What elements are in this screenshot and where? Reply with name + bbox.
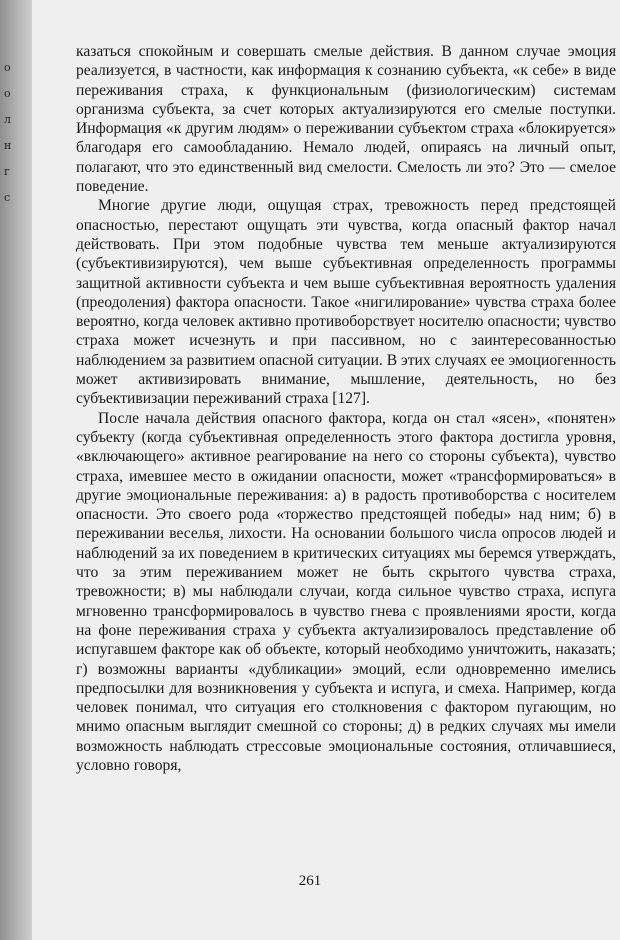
paragraph-3: После начала действия опасного фактора, когда он стал «ясен», «понятен» субъекту (когда субъективная определенность этого фактора достигла уровня, «включающего» активное реагирование на него со стороны субъекта), чувство страха, имевшее место в ожидании опасности, может «трансформироваться» в другие эмоциональные переживания: а) в радость противоборства с носителем опасности. Это своего рода «торжество предстоящей победы» над ним; б) в переживании веселья, лихости. На основании большого числа опросов людей и наблюдений за их поведением в критических ситуациях мы беремся утверждать, что за этим переживанием может не быть скрытого чувства страха, тревожности; в) мы наблюдали случаи, когда сильное чувство страха, испуга мгновенно трансформировалось в чувство гнева с проявлениями ярости, когда на фоне переживания страха у субъекта актуализировалось представление об испугавшем факторе как об объекте, который необходимо уничтожить, наказать; г) возможны варианты «дубликации» эмоций, если одновременно имелись предпосылки для возникновения у субъекта и испуга, и смеха. Например, когда человек понимал, что ситуация его столкновения с фактором пугающим, но мнимо опасным выглядит смешной со стороны; д) в редких случаях мы имели возможность наблюдать стрессовые эмоциональные состояния, отличавшиеся, условно говоря, xyxy=(76,409,616,774)
book-gutter xyxy=(0,0,32,940)
previous-page-margin-text xyxy=(4,55,16,211)
margin-letter: г xyxy=(4,165,10,178)
margin-letter: о xyxy=(4,61,11,74)
margin-letter: л xyxy=(4,113,11,126)
page-number: 261 xyxy=(298,873,322,889)
page-body xyxy=(76,42,616,775)
margin-letter: о xyxy=(4,87,11,100)
paragraph-1: казаться спокойным и совершать смелые действия. В данном случае эмоция реализуется, в частности, как информация к сознанию субъекта, «к себе» в виде переживания страха, к функциональным (физиологическим) системам организма субъекта, за счет которых актуализируются его смелые поступки. Информация «к другим людям» о переживании субъектом страха «блокируется» благодаря его самообладанию. Немало людей, опираясь на личный опыт, полагают, что это единственный вид смелости. Смелость ли это? Это — смелое поведение. xyxy=(76,43,616,196)
paragraph-2: Многие другие люди, ощущая страх, тревожность перед предстоящей опасностью, перестают ощущать эти чувства, когда опасный фактор начал действовать. При этом подобные чувства тем меньше актуализируются (субъективизируются), чем выше субъективная определенность программы защитной активности субъекта и чем выше субъективная вероятность удаления (преодоления) фактора опасности. Такое «нигилирование» чувства страха более вероятно, когда человек активно противоборствует носителю опасности; чувство страха может исчезнуть и при пассивном, но с заинтересованностью наблюдением за развитием опасной ситуации. В этих случаях ее эмоциогенность может активизировать внимание, мышление, деятельность, но без субъективизации переживаний страха [127]. xyxy=(76,197,616,408)
margin-letter: н xyxy=(4,139,12,152)
margin-letter: с xyxy=(4,191,11,204)
